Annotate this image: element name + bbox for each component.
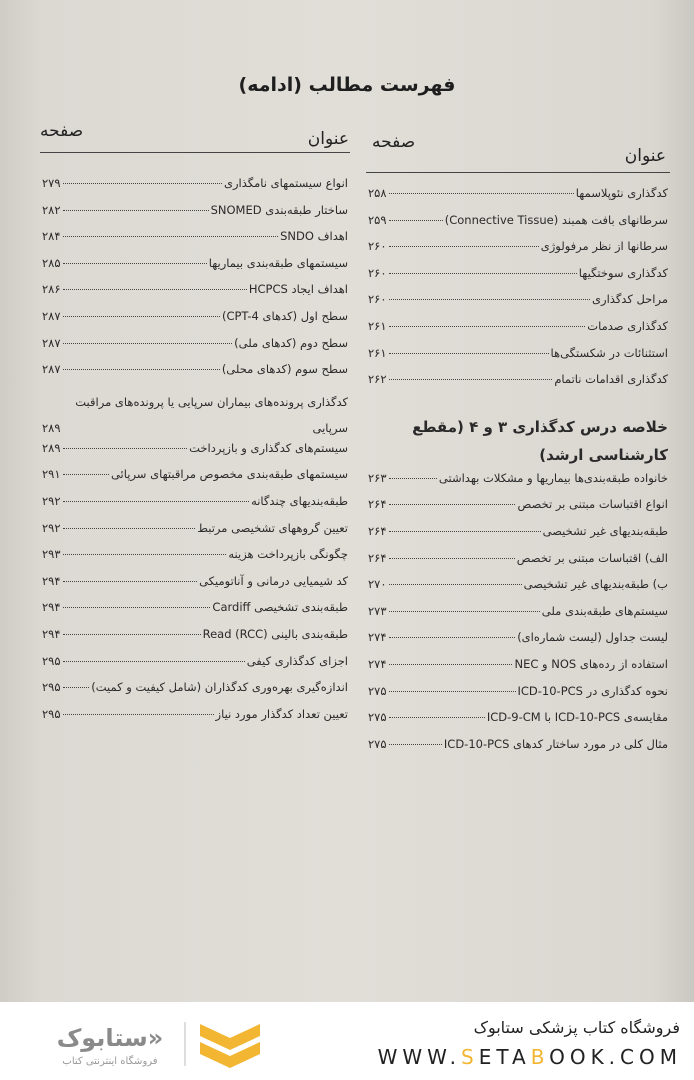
toc-entry bbox=[42, 389, 348, 441]
entry-title: طبقه‌بندی بالینی Read (RCC) bbox=[202, 626, 348, 641]
dot-leader bbox=[63, 581, 198, 582]
dot-leader bbox=[63, 634, 201, 635]
entry-page: ۲۹۵ bbox=[42, 653, 61, 668]
toc-entry bbox=[42, 494, 348, 521]
setabook-logo bbox=[30, 1016, 270, 1070]
right-header-rule bbox=[366, 172, 670, 173]
dot-leader bbox=[63, 263, 207, 264]
entry-page: ۲۶۴ bbox=[368, 523, 387, 538]
entry-title: خانواده طبقه‌بندی‌ها بیماریها و مشکلات بهداشتی bbox=[438, 470, 668, 485]
dot-leader bbox=[389, 504, 516, 505]
entry-title: طبقه‌بندیهای چندگانه bbox=[251, 493, 348, 508]
toc-entry bbox=[368, 551, 668, 578]
entry-page: ۲۹۲ bbox=[42, 520, 61, 535]
entry-page: ۲۸۵ bbox=[42, 255, 61, 270]
left-header-page: صفحه bbox=[40, 121, 84, 141]
entry-title: نحوه کدگذاری در ICD-10-PCS bbox=[517, 683, 668, 698]
entry-title: ساختار طبقه‌بندی SNOMED bbox=[210, 202, 348, 217]
dot-leader bbox=[63, 714, 214, 715]
toc-entry bbox=[42, 521, 348, 548]
entry-page: ۲۶۱ bbox=[368, 318, 387, 333]
toc-entry bbox=[368, 497, 668, 524]
toc-entry bbox=[42, 707, 348, 734]
entry-page: ۲۸۷ bbox=[42, 335, 61, 350]
dot-leader bbox=[389, 584, 522, 585]
entry-page: ۲۹۴ bbox=[42, 626, 61, 641]
toc-entry bbox=[42, 176, 348, 203]
toc-entry bbox=[368, 471, 668, 498]
dot-leader bbox=[63, 289, 247, 290]
dot-leader bbox=[389, 353, 549, 354]
entry-title: تعیین تعداد کدگذار مورد نیاز bbox=[215, 706, 348, 721]
toc-entry bbox=[368, 524, 668, 551]
entry-title: اهداف SNDO bbox=[280, 229, 348, 244]
toc-entry bbox=[368, 319, 668, 346]
dot-leader bbox=[389, 326, 586, 327]
entry-title: الف) اقتباسات مبتنی بر تخصص bbox=[516, 550, 668, 565]
dot-leader bbox=[389, 299, 591, 300]
entry-page: ۲۷۴ bbox=[368, 630, 387, 645]
entry-title: سیستم‌های کدگذاری و بازپرداخت bbox=[189, 440, 348, 455]
left-header-rule bbox=[40, 152, 350, 153]
logo-subtext: فروشگاه اینترنتی کتاب bbox=[62, 1056, 158, 1067]
dot-leader bbox=[389, 478, 437, 479]
dot-leader bbox=[389, 531, 541, 532]
toc-entry bbox=[42, 574, 348, 601]
toc-entry bbox=[368, 604, 668, 631]
dot-leader bbox=[389, 193, 574, 194]
entry-page: ۲۷۴ bbox=[368, 656, 387, 671]
right-header-title: عنوان bbox=[624, 146, 666, 166]
toc-entry bbox=[42, 256, 348, 283]
toc-entry bbox=[42, 282, 348, 309]
toc-entry bbox=[368, 710, 668, 737]
entry-page: ۲۶۴ bbox=[368, 497, 387, 512]
toc-entry bbox=[42, 362, 348, 389]
entry-title: سطح اول (کدهای CPT-4) bbox=[221, 308, 348, 323]
toc-entry bbox=[368, 186, 668, 213]
dot-leader bbox=[389, 637, 516, 638]
dot-leader bbox=[389, 744, 442, 745]
entry-title: ب) طبقه‌بندیهای غیر تشخیصی bbox=[523, 577, 668, 592]
entry-page: ۲۶۳ bbox=[368, 470, 387, 485]
entry-title: اهداف ایجاد HCPCS bbox=[248, 282, 348, 297]
dot-leader bbox=[63, 501, 250, 502]
entry-title: سیستم‌های طبقه‌بندی ملی bbox=[541, 603, 668, 618]
entry-title: طبقه‌بندیهای غیر تشخیصی bbox=[542, 523, 668, 538]
left-header-title: عنوان bbox=[307, 129, 349, 149]
dot-leader bbox=[63, 528, 196, 529]
entry-page: ۲۵۸ bbox=[368, 186, 387, 200]
dot-leader bbox=[389, 691, 516, 692]
dot-leader bbox=[389, 611, 540, 612]
entry-page: ۲۶۴ bbox=[368, 550, 387, 565]
entry-title: سرطانهای بافت همبند (Connective Tissue) bbox=[444, 212, 668, 227]
entry-title: سیستمهای طبقه‌بندی مخصوص مراقبتهای سرپائی bbox=[110, 467, 348, 482]
entry-title: تعیین گروههای تشخیصی مرتبط bbox=[197, 520, 348, 535]
entry-title: استثنائات در شکستگی‌ها bbox=[550, 345, 668, 360]
dot-leader bbox=[63, 661, 245, 662]
entry-title: سیستمهای طبقه‌بندی بیماریها bbox=[208, 255, 348, 270]
entry-page: ۲۸۲ bbox=[42, 202, 61, 217]
entry-title: مراحل کدگذاری bbox=[592, 292, 668, 307]
toc-entry bbox=[368, 630, 668, 657]
entry-page: ۲۷۰ bbox=[368, 577, 387, 592]
toc-entry bbox=[368, 292, 668, 319]
entry-page: ۲۸۹ bbox=[42, 420, 61, 435]
toc-entry bbox=[368, 577, 668, 604]
toc-entry bbox=[368, 239, 668, 266]
dot-leader bbox=[63, 236, 279, 237]
dot-leader bbox=[63, 316, 220, 317]
toc-entry bbox=[42, 441, 348, 468]
dot-leader bbox=[389, 246, 539, 247]
entry-page: ۲۶۰ bbox=[368, 265, 387, 280]
toc-entry bbox=[368, 372, 668, 399]
entry-page: ۲۹۲ bbox=[42, 493, 61, 508]
toc-entry bbox=[42, 309, 348, 336]
entry-title: اجزای کدگذاری کیفی bbox=[246, 653, 348, 668]
entry-page: ۲۹۵ bbox=[42, 706, 61, 721]
entry-page: ۲۷۵ bbox=[368, 683, 387, 698]
entry-title: انواع سیستمهای نامگذاری bbox=[224, 176, 348, 190]
entry-title: کدگذاری پرونده‌های بیماران سرپایی یا پرونده‌های مراقبت سرپایی bbox=[75, 394, 348, 435]
right-header-page: صفحه bbox=[372, 132, 416, 152]
entry-title: انواع اقتباسات مبتنی بر تخصص bbox=[517, 497, 668, 512]
toc-entry bbox=[368, 213, 668, 240]
entry-title: طبقه‌بندی تشخیصی Cardiff bbox=[212, 600, 348, 615]
dot-leader bbox=[63, 607, 211, 608]
toc-entry bbox=[42, 336, 348, 363]
dot-leader bbox=[389, 273, 577, 274]
toc-entry bbox=[42, 654, 348, 681]
entry-page: ۲۹۴ bbox=[42, 600, 61, 615]
store-name: فروشگاه کتاب پزشکی ستابوک bbox=[473, 1018, 680, 1037]
toc-entry bbox=[368, 657, 668, 684]
dot-leader bbox=[63, 687, 90, 688]
entry-page: ۲۹۳ bbox=[42, 547, 61, 562]
toc-entry bbox=[42, 467, 348, 494]
entry-page: ۲۶۱ bbox=[368, 345, 387, 360]
dot-leader bbox=[389, 664, 513, 665]
entry-page: ۲۷۵ bbox=[368, 736, 387, 751]
entry-title: مقایسه‌ی ICD-10-PCS با ICD-9-CM bbox=[486, 710, 668, 725]
toc-entry bbox=[42, 203, 348, 230]
entry-title: مثال کلی در مورد ساختار کدهای ICD-10-PCS bbox=[443, 736, 668, 751]
entry-page: ۲۸۹ bbox=[42, 440, 61, 455]
toc-entry bbox=[368, 266, 668, 293]
entry-title: کدگذاری سوختگیها bbox=[578, 265, 668, 280]
toc-entry bbox=[42, 627, 348, 654]
dot-leader bbox=[63, 448, 188, 449]
dot-leader bbox=[63, 369, 220, 370]
dot-leader bbox=[63, 474, 109, 475]
dot-leader bbox=[63, 183, 222, 184]
toc-entry bbox=[42, 547, 348, 574]
toc-entry bbox=[368, 737, 668, 764]
toc-entry bbox=[42, 600, 348, 627]
entry-page: ۲۸۷ bbox=[42, 308, 61, 323]
entry-page: ۲۹۱ bbox=[42, 467, 61, 482]
entry-page: ۲۵۹ bbox=[368, 212, 387, 227]
entry-page: ۲۷۵ bbox=[368, 710, 387, 725]
dot-leader bbox=[63, 210, 209, 211]
entry-title: لیست جداول (لیست شماره‌ای) bbox=[517, 630, 668, 645]
footer-banner bbox=[0, 1002, 694, 1080]
entry-title: کدگذاری نئوپلاسمها bbox=[575, 186, 668, 200]
entry-page: ۲۶۲ bbox=[368, 372, 387, 387]
entry-title: استفاده از رده‌های NOS و NEC bbox=[514, 656, 668, 671]
entry-page: ۲۶۰ bbox=[368, 239, 387, 254]
left-toc-column bbox=[42, 176, 348, 733]
toc-entry bbox=[368, 346, 668, 373]
entry-title: سرطانها از نظر مرفولوژی bbox=[540, 239, 668, 254]
entry-title: کد شیمیایی درمانی و آناتومیکی bbox=[199, 573, 348, 588]
dot-leader bbox=[63, 343, 233, 344]
entry-page: ۲۸۴ bbox=[42, 229, 61, 244]
entry-title: سطح دوم (کدهای ملی) bbox=[234, 335, 348, 350]
toc-entry bbox=[42, 680, 348, 707]
dot-leader bbox=[389, 220, 443, 221]
toc-entry bbox=[42, 229, 348, 256]
entry-title: سطح سوم (کدهای محلی) bbox=[221, 362, 348, 377]
store-url[interactable]: WWW.SETABOOK.COM bbox=[377, 1045, 682, 1069]
entry-title: کدگذاری اقدامات ناتمام bbox=[554, 372, 668, 387]
dot-leader bbox=[389, 379, 553, 380]
entry-title: کدگذاری صدمات bbox=[587, 318, 668, 333]
entry-page: ۲۷۹ bbox=[42, 176, 61, 190]
entry-title: اندازه‌گیری بهره‌وری کدگذاران (شامل کیفیت و کمیت) bbox=[91, 680, 348, 695]
right-toc-column bbox=[368, 186, 668, 763]
entry-page: ۲۷۳ bbox=[368, 603, 387, 618]
section-heading: خلاصه درس کدگذاری ۳ و ۴ (مقطع کارشناسی ارشد) bbox=[412, 417, 668, 464]
entry-page: ۲۹۴ bbox=[42, 573, 61, 588]
toc-entry bbox=[368, 684, 668, 711]
entry-page: ۲۶۰ bbox=[368, 292, 387, 307]
logo-wordmark: «ستابوک bbox=[56, 1024, 164, 1052]
page-title: فهرست مطالب (ادامه) bbox=[238, 74, 456, 96]
entry-page: ۲۹۵ bbox=[42, 680, 61, 695]
dot-leader bbox=[389, 558, 515, 559]
entry-page: ۲۸۷ bbox=[42, 362, 61, 377]
entry-page: ۲۸۶ bbox=[42, 282, 61, 297]
dot-leader bbox=[63, 554, 227, 555]
dot-leader bbox=[389, 717, 485, 718]
entry-title: چگونگی بازپرداخت هزینه bbox=[228, 547, 348, 562]
